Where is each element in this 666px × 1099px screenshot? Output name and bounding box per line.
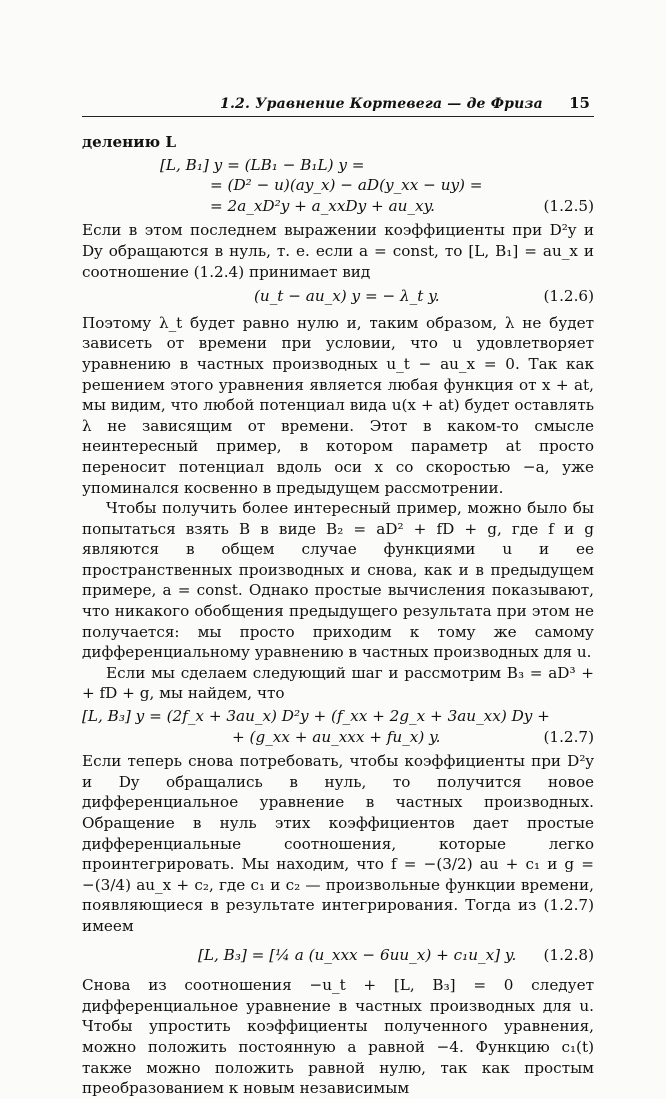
equation-line: = 2a_xD²y + a_xxDy + au_xy.	[210, 196, 435, 215]
page-body	[82, 132, 594, 1099]
lead-in-text: делению L	[82, 133, 177, 151]
paragraph: Снова из соотношения −u_t + [L, B₃] = 0 следует дифференциальное уравнение в частных производных для u. Чтобы упростить коэффициенты полученного уравнения, можно положить постоянную a равной −4. Функцию c₁(t) также можно положить равной нулю, так как простым преобразованием к новым независимым	[82, 976, 594, 1098]
equation-line: + (g_xx + au_xxx + fu_x) y.	[232, 727, 441, 746]
equation-line: = (D² − u)(ay_x) − aD(y_xx − uy) =	[210, 176, 483, 195]
running-head: 1.2. Уравнение Кортевега — де Фриза	[220, 96, 543, 112]
paragraph: Поэтому λ_t будет равно нулю и, таким образом, λ не будет зависеть от времени при условии, что u удовлетворяет уравнению в частных производных u_t − au_x = 0. Так как решением этого уравнения является любая функция от x + at, мы видим, что любой потенциал вида u(x + at) будет оставлять λ не зависящим от времени. Этот в каком-то смысле неинтересный пример, в котором параметр at просто переносит потенциал вдоль оси x со скоростью −a, уже упоминался косвенно в предыдущем рассмотрении.	[82, 313, 594, 497]
paragraph: Если мы сделаем следующий шаг и рассмотрим B₃ = aD³ + + fD + g, мы найдем, что	[82, 663, 594, 703]
paragraph: Если в этом последнем выражении коэффициенты при D²y и Dy обращаются в нуль, т. е. если a = const, то [L, B₁] = au_x и соотношение (1.2.4) принимает вид	[82, 221, 594, 281]
paragraph: Если теперь снова потребовать, чтобы коэффициенты при D²y и Dy обращались в нуль, то получится новое дифференциальное уравнение в частных производных. Обращение в нуль этих коэффициентов дает простые дифференциальные соотношения, которые легко проинтегрировать. Мы находим, что f = −(3/2) au + c₁ и g = −(3/4) au_x + c₂, где c₁ и c₂ — произвольные функции времени, появляющиеся в результате интегрирования. Тогда из (1.2.7) имеем	[82, 752, 594, 935]
equation-line: (u_t − au_x) y = − λ_t y.	[254, 287, 440, 306]
equation-number: (1.2.8)	[543, 945, 594, 964]
equation-number: (1.2.6)	[543, 287, 594, 306]
equation-number: (1.2.7)	[543, 728, 594, 747]
equation-line: [L, B₁] y = (LB₁ − B₁L) y =	[160, 155, 365, 174]
equation-line: [L, B₃] y = (2f_x + 3au_x) D²y + (f_xx + 2g_x + 3au_xx) Dy +	[82, 707, 550, 726]
equation-1-2-8	[82, 945, 594, 966]
equation-1-2-6	[82, 286, 594, 307]
paragraph: Чтобы получить более интересный пример, можно было бы попытаться взять B в виде B₂ = aD² + fD + g, где f и g являются в общем случае функциями u и ее пространственных производных и снова, как и в предыдущем примере, a = const. Однако простые вычисления показывают, что никакого обобщения предыдущего результата при этом не получается: мы просто приходим к тому же самому дифференциальному уравнению в частных производных для u.	[82, 499, 594, 662]
equation-number: (1.2.5)	[543, 196, 594, 215]
equation-1-2-5	[82, 155, 594, 217]
page-number: 15	[569, 94, 590, 112]
page-header	[82, 94, 594, 117]
equation-1-2-7	[82, 706, 594, 747]
equation-line: [L, B₃] = [¼ a (u_xxx − 6uu_x) + c₁u_x] y.	[198, 945, 517, 964]
